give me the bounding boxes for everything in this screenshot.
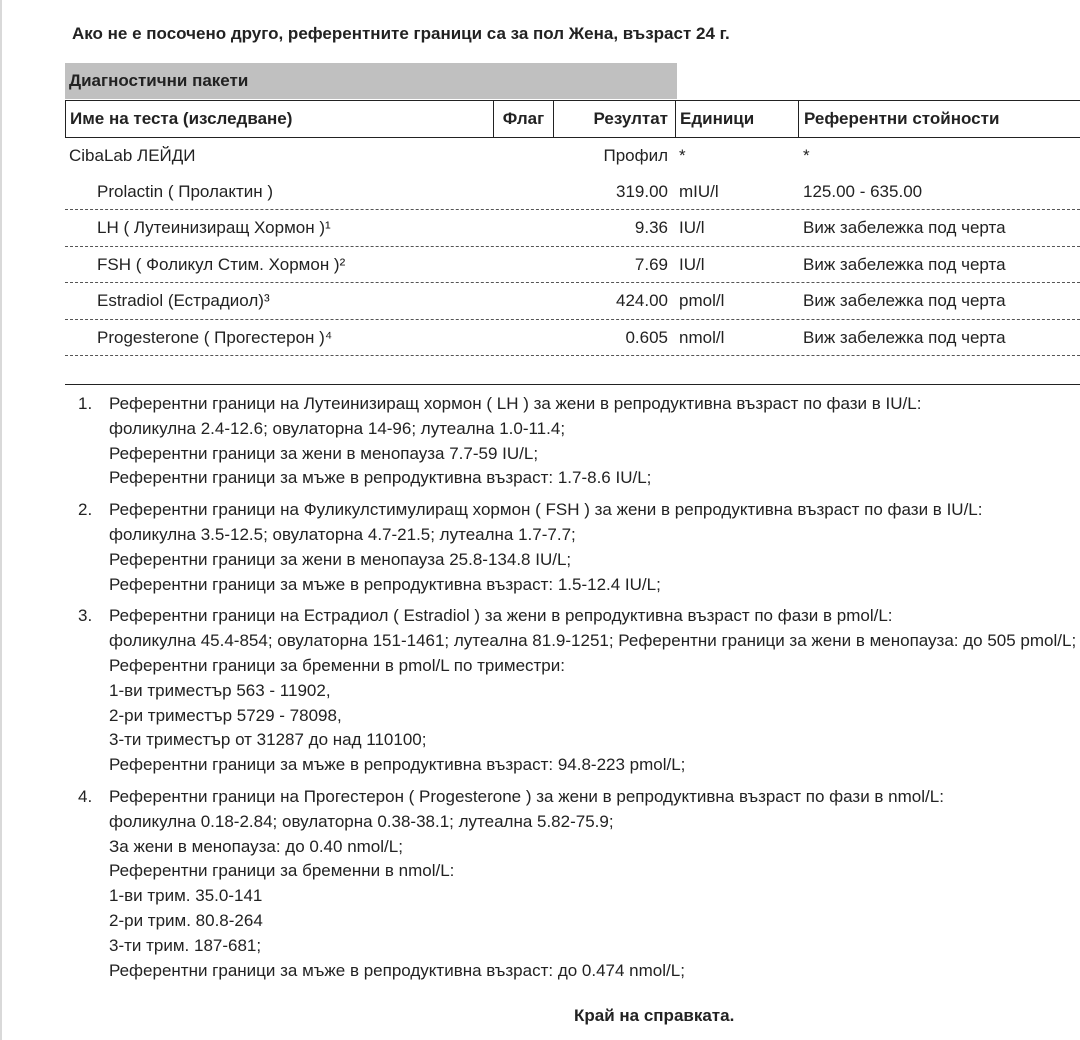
footnotes [78, 392, 1080, 990]
test-name: Prolactin ( Пролактин ) [97, 181, 274, 201]
header-reference: Референтни стойности [798, 101, 1080, 137]
report-end: Край на справката. [574, 1006, 735, 1025]
test-name: Estradiol (Естрадиол)³ [97, 291, 270, 310]
footnote-number: 1. [78, 394, 93, 413]
section-title: Диагностични пакети [65, 63, 677, 99]
footnote-number: 3. [78, 606, 93, 626]
page-left-edge [0, 0, 2, 1040]
test-reference: Виж забележка под черта [803, 291, 1006, 310]
test-units: IU/l [679, 254, 705, 274]
test-flag [493, 247, 553, 283]
footnote-divider [65, 384, 1080, 385]
table-row-prolactin [65, 174, 1080, 211]
footnote-line: 2-ри трим. 80.8-264 [109, 910, 263, 930]
footnote-line: 1-ви триместър 563 - 11902, [109, 680, 331, 700]
footnote-line: Референтни граници на Естрадиол ( Estradiol ) за жени в репродуктивна възраст по фази в pmol/L: [109, 606, 893, 626]
footnote-line: фоликулна 45.4-854; овулаторна 151-1461; лутеална 81.9-1251; Референтни граници за жени в менопауза: до 505 pmol/L; [109, 631, 1077, 651]
footnote-fsh [78, 498, 1080, 597]
header-units: Единици [675, 101, 798, 137]
test-units: nmol/l [679, 327, 725, 347]
footnote-line: За жени в менопауза: до 0.40 nmol/L; [109, 836, 403, 856]
test-flag [493, 283, 553, 319]
footnote-line: Референтни граници за бременни в pmol/L по триместри: [109, 655, 565, 675]
header-test-name: Име на теста (изследване) [65, 101, 493, 137]
profile-row [65, 138, 1080, 174]
test-result: 0.605 [625, 327, 668, 347]
footnote-number: 4. [78, 786, 93, 806]
test-reference: Виж забележка под черта [803, 254, 1006, 274]
footnote-line: 3-ти триместър от 31287 до над 110100; [109, 730, 427, 750]
footnote-line: Референтни граници за мъже в репродуктивна възраст: до 0.474 nmol/L; [109, 960, 685, 980]
profile-name: CibaLab ЛЕЙДИ [69, 146, 196, 165]
test-reference: 125.00 - 635.00 [803, 181, 923, 201]
test-units: pmol/l [679, 291, 725, 310]
test-name: LH ( Лутеинизиращ Хормон )¹ [97, 218, 331, 237]
test-units: IU/l [679, 218, 705, 237]
test-flag [493, 174, 553, 210]
test-result: 7.69 [634, 254, 668, 274]
table-header [65, 100, 1080, 138]
footnote-line: Референтни граници за бременни в nmol/L: [109, 861, 455, 881]
footnote-line: Референтни граници за мъже в репродуктивна възраст: 1.7-8.6 IU/L; [109, 468, 652, 488]
results-table [65, 100, 1080, 356]
footnote-line: Референтни граници на Лутеинизиращ хормон ( LH ) за жени в репродуктивна възраст по фази в IU/L: [109, 394, 922, 413]
table-row-progesterone [65, 320, 1080, 357]
header-result: Резултат [553, 101, 675, 137]
table-row-estradiol [65, 283, 1080, 320]
test-name: Progesterone ( Прогестерон )⁴ [97, 327, 333, 347]
footnote-line: Референтни граници на Фуликулстимулиращ хормон ( FSH ) за жени в репродуктивна възраст по фази в IU/L: [109, 500, 983, 520]
test-name: FSH ( Фоликул Стим. Хормон )² [97, 254, 346, 274]
profile-reference: * [803, 146, 810, 165]
footnote-line: Референтни граници за жени в менопауза 25.8-134.8 IU/L; [109, 549, 572, 569]
test-result: 424.00 [616, 291, 668, 310]
test-reference: Виж забележка под черта [803, 218, 1006, 237]
footnote-lh [78, 392, 1080, 491]
footnote-line: Референтни граници за жени в менопауза 7.7-59 IU/L; [109, 443, 539, 463]
footnote-line: 2-ри триместър 5729 - 78098, [109, 705, 342, 725]
profile-units: * [679, 146, 686, 165]
test-flag [493, 320, 553, 356]
footnote-line: 3-ти трим. 187-681; [109, 935, 262, 955]
test-reference: Виж забележка под черта [803, 327, 1006, 347]
footnote-line: Референтни граници за мъже в репродуктивна възраст: 94.8-223 pmol/L; [109, 755, 686, 775]
footnote-progesterone [78, 785, 1080, 983]
footnote-line: 1-ви трим. 35.0-141 [109, 886, 263, 906]
footnote-line: Референтни граници на Прогестерон ( Progesterone ) за жени в репродуктивна възраст по фази в nmol/L: [109, 786, 944, 806]
table-row-fsh [65, 247, 1080, 284]
table-row-lh [65, 210, 1080, 247]
footnote-line: фоликулна 2.4-12.6; овулаторна 14-96; лутеална 1.0-11.4; [109, 418, 566, 438]
intro-text: Ако не е посочено друго, референтните граници са за пол Жена, възраст 24 г. [72, 24, 730, 43]
header-flag: Флаг [493, 101, 553, 137]
profile-result: Профил [603, 146, 668, 165]
footnote-line: фоликулна 3.5-12.5; овулаторна 4.7-21.5; лутеална 1.7-7.7; [109, 524, 576, 544]
test-result: 9.36 [634, 218, 668, 237]
test-flag [493, 210, 553, 246]
footnote-line: фоликулна 0.18-2.84; овулаторна 0.38-38.1; лутеална 5.82-75.9; [109, 811, 614, 831]
footnote-line: Референтни граници за мъже в репродуктивна възраст: 1.5-12.4 IU/L; [109, 574, 661, 594]
footnote-estradiol [78, 604, 1080, 778]
footnote-number: 2. [78, 500, 93, 520]
test-units: mIU/l [679, 181, 719, 201]
test-result: 319.00 [616, 181, 668, 201]
